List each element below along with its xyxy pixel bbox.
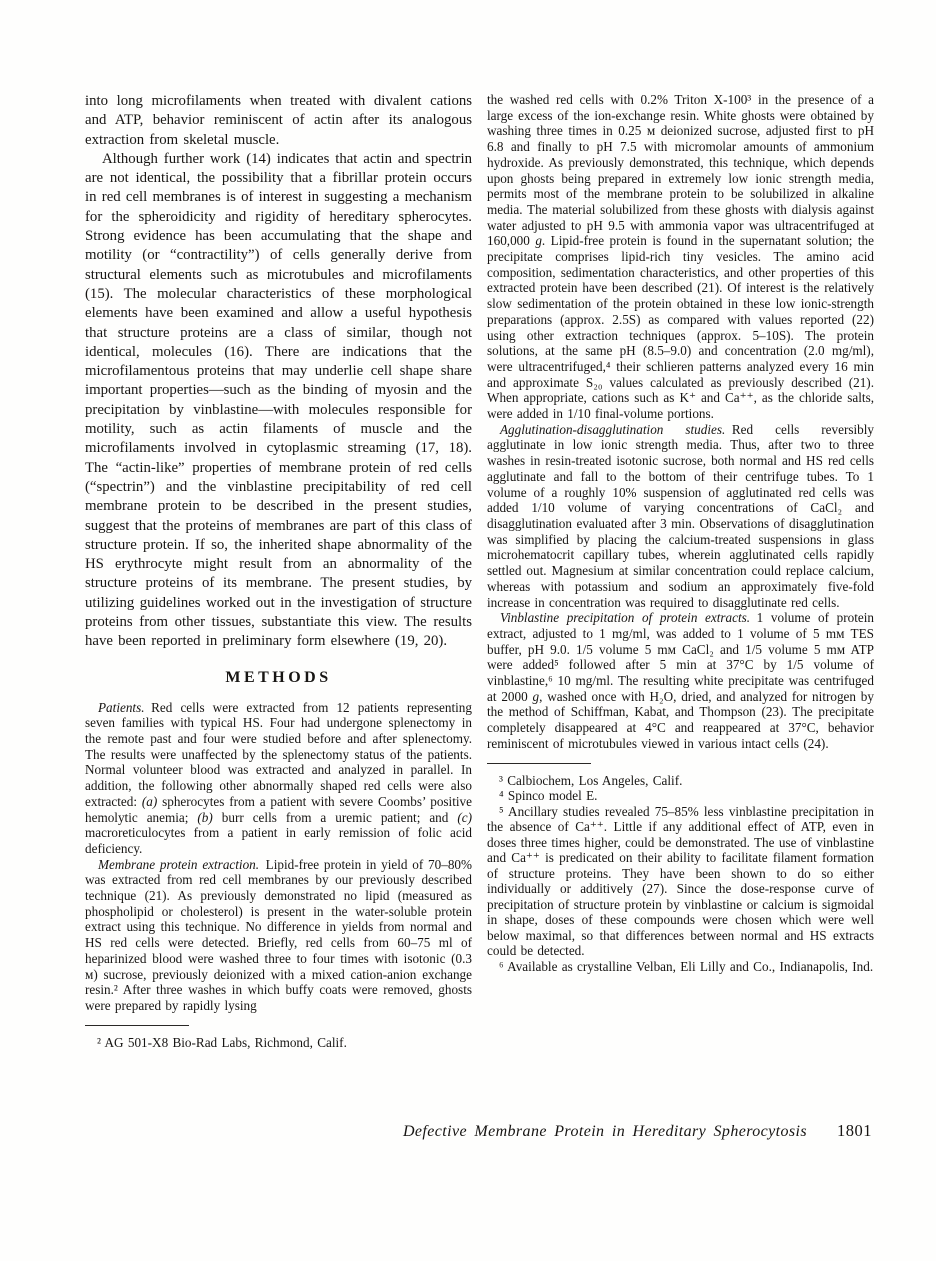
text-run: g <box>532 688 540 704</box>
text-run: Lipid-free protein in yield of 70–80% was extracted from red cell membranes by our previously described technique (21). As previously demonstrated no lipid (measured as phospholipid or cholesterol) is present in the water-soluble protein extract using this technique. No difference in yields from normal and HS red cells were detected. Briefly, red cells from 60–75 ml of heparinized blood were washed three to four times with isotonic (0.3 ᴍ) sucrose, previously deionized with a mixed cation-anion exchange resin.² After three washes in which buffy coats were removed, ghosts were prepared by rapidly lysing <box>85 856 472 1013</box>
text-run: . Lipid-free protein is found in the supernatant solution; the precipitate comprises lipid-rich tiny vesicles. The amino acid composition, sedimentation characteristics, and other properties of this extracted protein have been described (21). Of interest is the relatively slow sedimentation of the protein obtained in these low ionic-strength preparations (approx. 2.5S) as compared with values reported (22) using other extraction techniques (approx. 5–10S). The protein solutions, at the same pH (8.5–9.0) and concentration (2.0 mg/ml), were ultracentrifuged,⁴ their schlieren patterns analyzed every 16 min and approximate S₂₀ values calculated as previously described (21). When appropriate, cations such as K⁺ and Ca⁺⁺, as the chloride salts, were added in 1/10 final-volume portions. <box>487 233 875 422</box>
text-run: Membrane protein extraction. <box>98 856 260 872</box>
text-run: the washed red cells with 0.2% Triton X-100³ in the presence of a large excess of the ion-exchange resin. White ghosts were obtained by washing three times in 0.25 ᴍ deionized sucrose, adjusted first to pH 6.8 and finally to pH 7.5 with micromolar amounts of ammonium hydroxide. As previously demonstrated, this technique, which depends upon ghosts being prepared in extremely low ionic strength media, permits most of the membrane protein to be solubilized in alkaline media. The material solubilized from these ghosts with dialysis against water adjusted to pH 9.5 with ammonia vapor was ultracentrifuged at 160,000 <box>487 92 874 249</box>
page-number: 1801 <box>837 1121 872 1140</box>
text-run: ⁶ Available as crystalline Velban, Eli Lilly and Co., Indianapolis, Ind. <box>499 958 874 974</box>
paragraph <box>85 150 472 652</box>
text-run: Agglutination-disagglutination studies. <box>500 421 726 437</box>
text-run: ⁵ Ancillary studies revealed 75–85% less vinblastine precipitation in the absence of Ca⁺⁺. Little if any additional effect of ATP, even in doses three times higher, could be demonstrated. The use of vinblastine and Ca⁺⁺ is predicated on their ability to facilitate filament formation of structure proteins. They have been shown to do so either individually or additively (27). Since the dose-response curve of precipitation of structure protein by vinblastine or calcium is sigmoidal in shape, doses of these compounds were chosen which were well below maximal, so that differences between normal and HS extracts could be detected. <box>487 803 874 959</box>
text-run: ³ Calbiochem, Los Angeles, Calif. <box>499 772 683 788</box>
text-run: Patients. <box>98 699 145 715</box>
text-run: ² AG 501-X8 Bio-Rad Labs, Richmond, Calif. <box>97 1034 347 1050</box>
text-run: Red cells reversibly agglutinate in low ionic strength media. Thus, after two to three washes in resin-treated isotonic sucrose, both normal and HS red cells agglutinate and fall to the bottom of their centrifuge tubes. To 1 volume of a roughly 10% suspension of agglutinated red cells was added 1/10 volume of varying concentrations of CaCl₂ and disagglutination evaluated after 3 min. Observations of disagglutination was simplified by placing the calcium-treated suspensions in glass microhematocrit capillary tubes, wherein agglutinated cells rapidly settled out. Magnesium at similar concentration could replace calcium, whereas with potassium and sodium an approximately five-fold increase in concentration was required to disagglutinate red cells. <box>487 421 874 610</box>
methods-text-right <box>487 92 874 752</box>
paragraph <box>85 700 472 857</box>
text-run: burr cells from a uremic patient; and <box>212 809 458 825</box>
paragraph <box>85 92 472 150</box>
paragraph <box>487 804 874 959</box>
right-column <box>487 92 874 974</box>
text-run: Vinblastine precipitation of protein extracts. <box>500 610 751 626</box>
running-title: Defective Membrane Protein in Hereditary Spherocytosis <box>402 1123 807 1140</box>
methods-heading: METHODS <box>225 668 332 686</box>
paragraph <box>85 857 472 1014</box>
text-run: (a) <box>141 793 158 809</box>
text-run: Although further work (14) indicates that actin and spectrin are not identical, the possibility that a fibrillar protein occurs in red cell membranes is of interest in suggesting a mechanism for the spheroidicity and rigidity of hereditary spherocytes. Strong evidence has been accumulating that the shape and motility (or “contractility”) of cells generally derive from structural elements such as microtubules and microfilaments (15). The molecular characteristics of these morphological elements have been examined and allow a useful hypothesis that structure proteins are a class of similar, though not identical, molecules (16). There are indications that the microfilamentous proteins that may underlie cell shape share important properties—such as the binding of myosin and the precipitation by vinblastine—with molecules responsible for motility, such as actin filaments of muscle and the microfilaments involved in cytoplasmic streaming (17, 18). The “actin-like” properties of membrane protein of red cells (“spectrin”) and the vinblastine precipitability of red cell membrane protein to be described in the present studies, suggest that the proteins of membranes are part of this class of structure protein. If so, the inherited shape abnormality of the HS erythrocyte might result from an abnormality of the structure proteins of its membrane. The present studies, by utilizing guidelines worked out in the investigation of structure proteins from other tissues, substantiate this view. The results have been reported in preliminary form elsewhere (19, 20). <box>85 150 472 650</box>
footnotes-right <box>487 773 874 975</box>
paragraph <box>487 788 874 804</box>
page-footer <box>85 1121 872 1141</box>
paragraph <box>487 92 874 422</box>
text-run: Red cells were extracted from 12 patients representing seven families with typical HS. Four had undergone splenectomy in the remote past and four were studied before and after splenectomy. The results were unaffected by the splenectomy status of the patients. Normal volunteer blood was extracted and analyzed in parallel. In addition, the following other abnormally shaped red cells were also extracted: <box>85 699 472 809</box>
text-run: (c) <box>457 809 472 825</box>
text-run: , washed once with H₂O, dried, and analyzed for nitrogen by the method of Schiffman, Kabat, and Thompson (23). The precipitate completely disappeared at 4°C and reappeared at 37°C, behavior reminiscent of microtubules viewed in various intact cells (24). <box>487 688 874 751</box>
intro-text <box>85 92 472 652</box>
text-run: g <box>535 233 542 249</box>
paragraph <box>487 610 874 751</box>
text-run: (b) <box>197 809 213 825</box>
text-run: into long microfilaments when treated with divalent cations and ATP, behavior reminiscent of actin after its analogous extraction from skeletal muscle. <box>85 93 472 148</box>
paragraph <box>487 422 874 610</box>
footnote-separator-left <box>85 1025 189 1026</box>
text-run: 1 volume of protein extract, adjusted to 1 mg/ml, was added to 1 volume of 5 mᴍ TES buffer, pH 9.0. 1/5 volume 5 mᴍ CaCl₂ and 1/5 volume 5 mᴍ ATP were added⁵ followed after 5 min at 37°C by 1/5 volume of vinblastine,⁶ 10 mg/ml. The resulting white precipitate was centrifuged at 2000 <box>487 610 874 704</box>
paragraph <box>85 1035 472 1051</box>
paragraph <box>487 773 874 789</box>
methods-text-left <box>85 700 472 1014</box>
text-run: spherocytes from a patient with severe Coombs’ positive hemolytic anemia; <box>85 793 472 825</box>
left-column <box>85 92 472 1050</box>
text-run: macroreticulocytes from a patient in early remission of folic acid deficiency. <box>85 825 472 856</box>
paragraph <box>487 959 874 975</box>
text-run: ⁴ Spinco model E. <box>499 788 598 804</box>
footnotes-left <box>85 1035 472 1051</box>
footnote-separator-right <box>487 763 591 764</box>
